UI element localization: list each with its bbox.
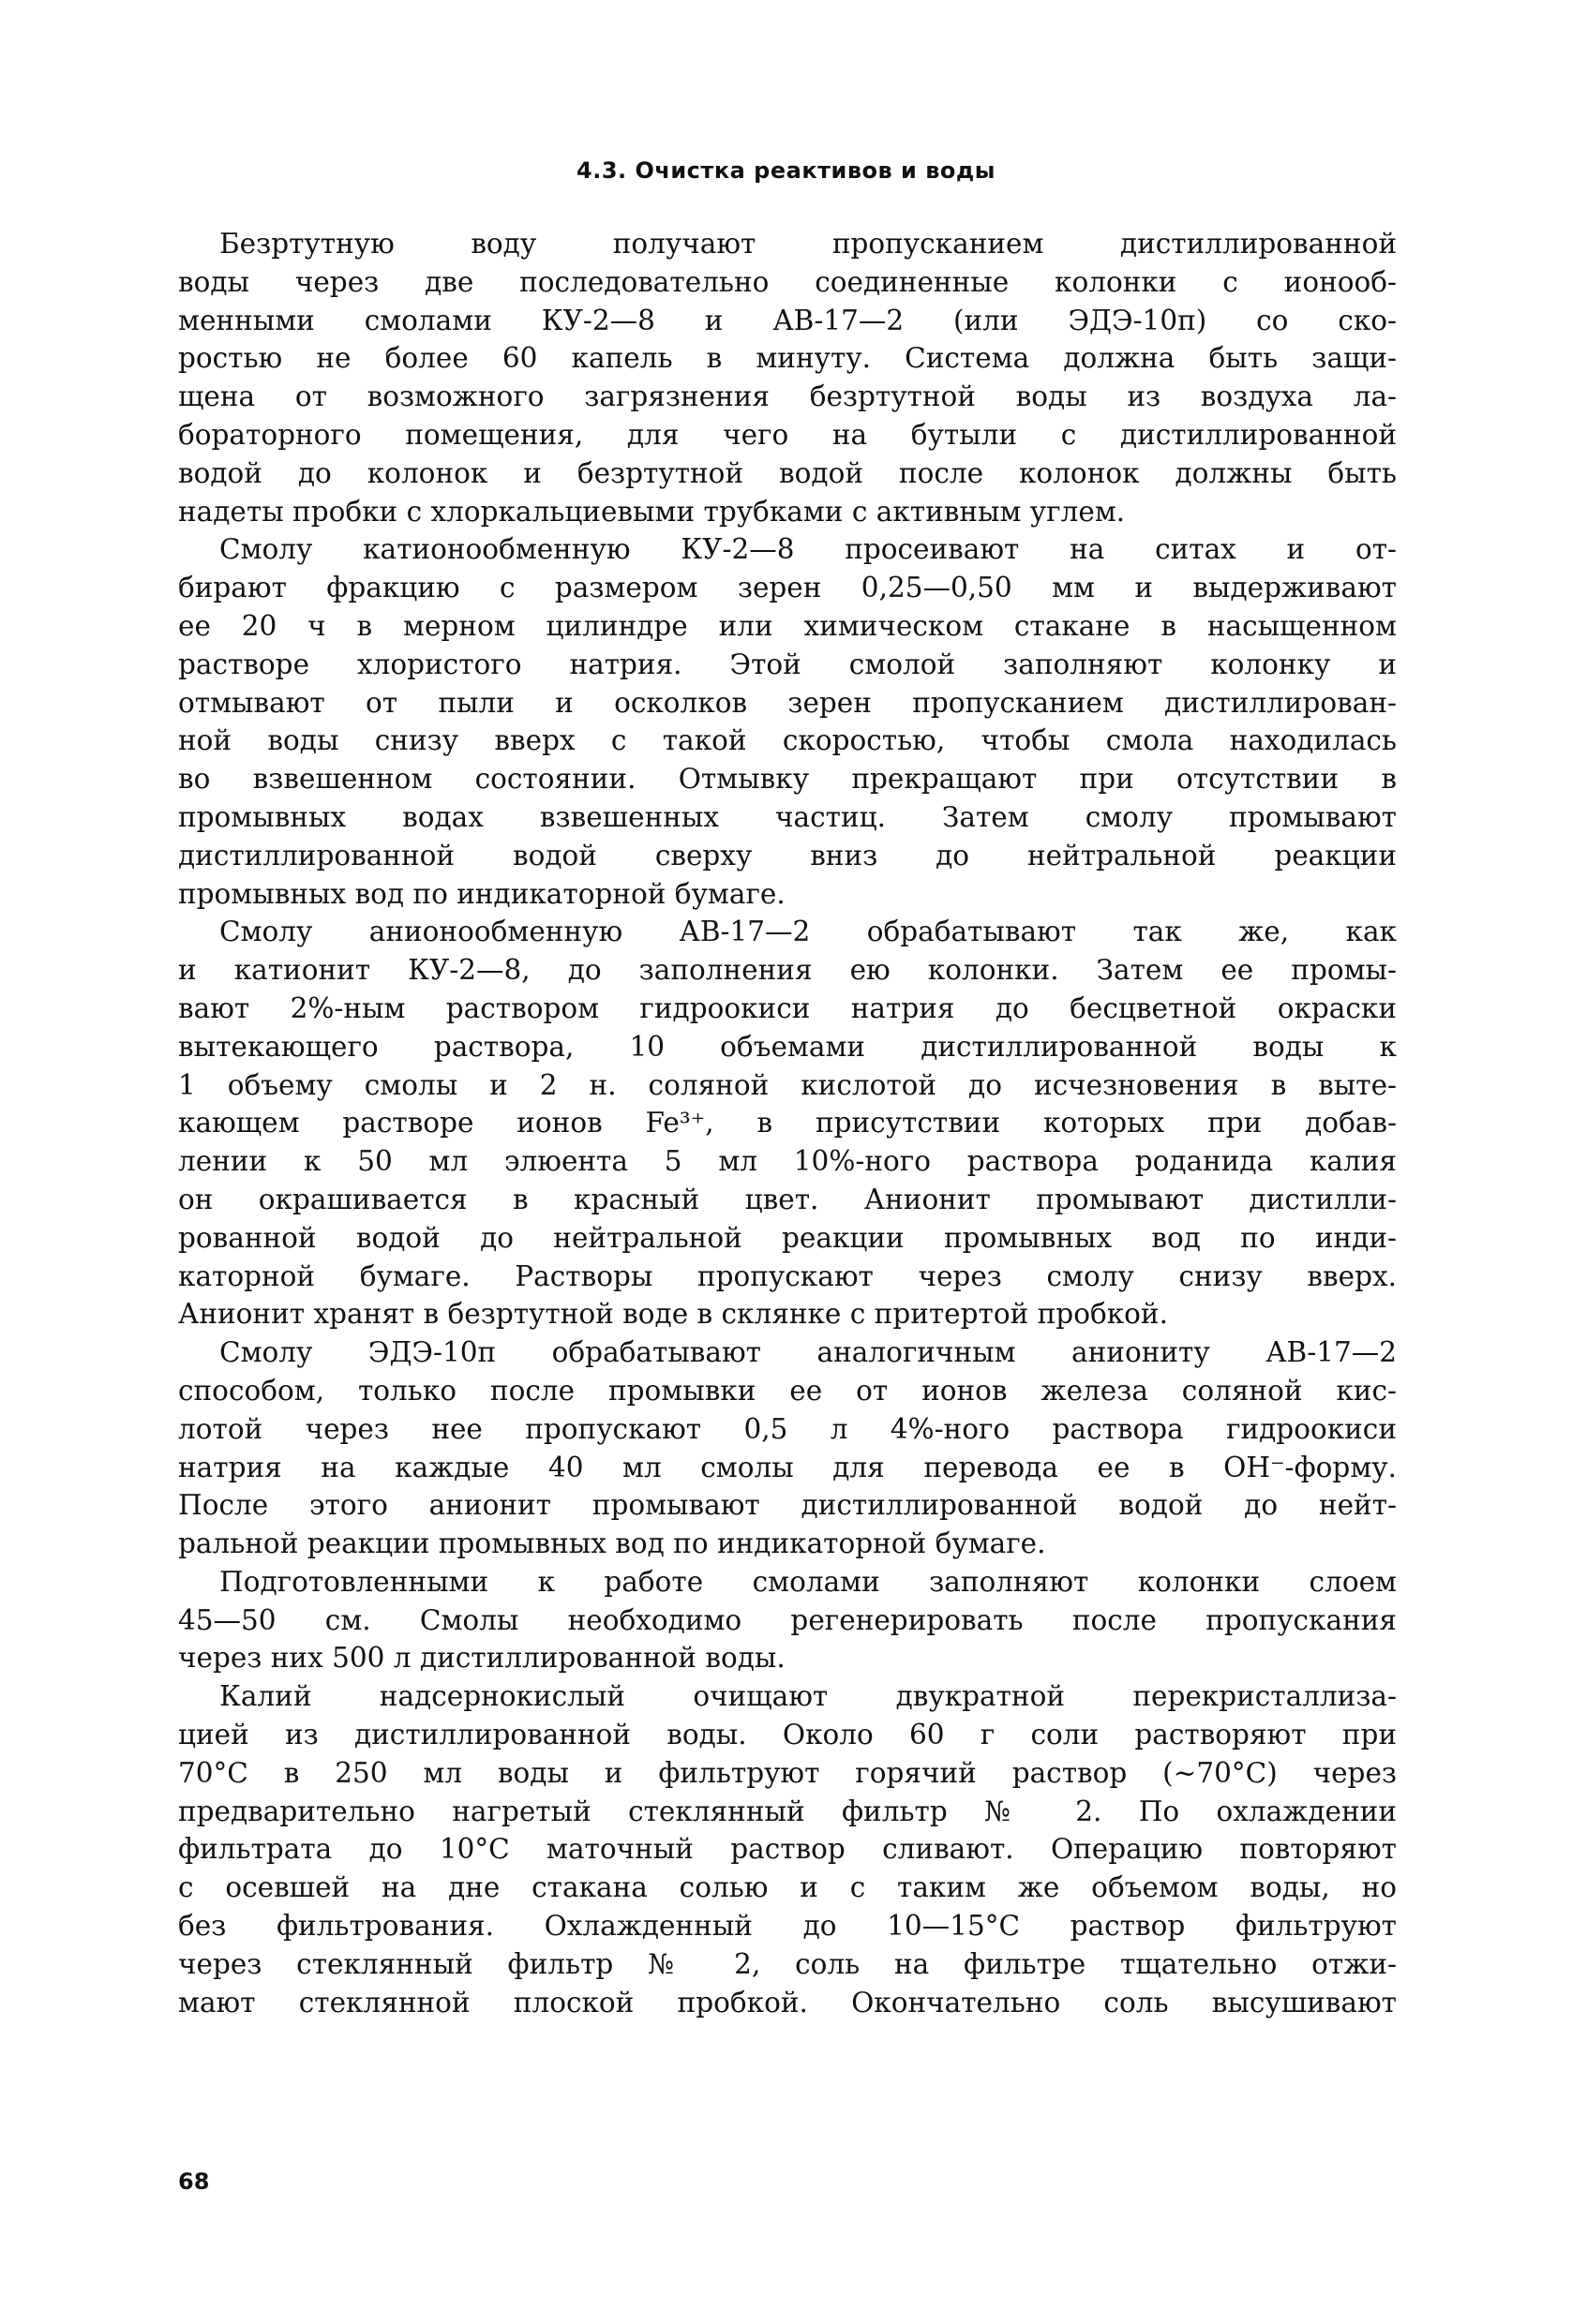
text-line: После этого анионит промывают дистиллированной водой до нейт- <box>178 1489 1397 1522</box>
text-line: цией из дистиллированной воды. Около 60 г соли растворяют при <box>178 1719 1397 1751</box>
text-line: отмывают от пыли и осколков зерен пропусканием дистиллирован- <box>178 686 1397 719</box>
text-line: ее 20 ч в мерном цилиндре или химическом стакане в насыщенном <box>178 609 1397 642</box>
text-line: Калий надсернокислый очищают двукратной перекристаллиза- <box>219 1680 1397 1713</box>
text-line: бораторного помещения, для чего на бутыли с дистиллированной <box>178 418 1397 451</box>
text-line: надеты пробки с хлоркальциевыми трубками с активным углем. <box>178 495 1126 528</box>
text-line: мают стеклянной плоской пробкой. Окончательно соль высушивают <box>178 1986 1397 2019</box>
body-text <box>178 225 1397 2021</box>
text-line: ральной реакции промывных вод по индикаторной бумаге. <box>178 1527 1046 1560</box>
text-line: без фильтрования. Охлажденный до 10—15°С раствор фильтруют <box>178 1910 1397 1943</box>
text-line: лении к 50 мл элюента 5 мл 10%-ного раствора роданида калия <box>178 1145 1397 1178</box>
paragraph-6 <box>178 1677 1397 2021</box>
text-line: с осевшей на дне стакана солью и с таким же объемом воды, но <box>178 1871 1397 1904</box>
text-line: вытекающего раствора, 10 объемами дистиллированной воды к <box>178 1030 1397 1063</box>
text-line: натрия на каждые 40 мл смолы для перевода ее в OH⁻-форму. <box>178 1451 1397 1483</box>
text-line: промывных вод по индикаторной бумаге. <box>178 877 786 910</box>
text-line: ростью не более 60 капель в минуту. Система должна быть защи- <box>178 342 1397 375</box>
paragraph-2 <box>178 530 1397 913</box>
paragraph-1 <box>178 225 1397 530</box>
text-line: способом, только после промывки ее от ионов железа соляной кис- <box>178 1374 1397 1407</box>
text-line: он окрашивается в красный цвет. Анионит промывают дистилли- <box>178 1183 1397 1215</box>
section-heading: 4.3. Очистка реактивов и воды <box>576 157 996 184</box>
text-line: лотой через нее пропускают 0,5 л 4%-ного раствора гидроокиси <box>178 1412 1397 1445</box>
text-line: менными смолами КУ-2—8 и АВ-17—2 (или ЭДЭ-10п) со ско- <box>178 304 1397 336</box>
text-line: щена от возможного загрязнения безртутной воды из воздуха ла- <box>178 380 1397 413</box>
text-line: вают 2%-ным раствором гидроокиси натрия до бесцветной окраски <box>178 991 1397 1024</box>
text-line: каторной бумаге. Растворы пропускают через смолу снизу вверх. <box>178 1259 1397 1292</box>
text-line: через них 500 л дистиллированной воды. <box>178 1642 786 1675</box>
text-line: через стеклянный фильтр № 2, соль на фильтре тщательно отжи- <box>178 1947 1397 1980</box>
text-line: кающем растворе ионов Fe³⁺, в присутствии которых при добав- <box>178 1107 1397 1140</box>
text-line: Смолу анионообменную АВ-17—2 обрабатывают так же, как <box>219 916 1397 948</box>
text-line: Подготовленными к работе смолами заполняют колонки слоем <box>219 1565 1397 1598</box>
text-line: 1 объему смолы и 2 н. соляной кислотой до исчезновения в выте- <box>178 1068 1397 1101</box>
text-line: Смолу катионообменную КУ-2—8 просеивают на ситах и от- <box>219 533 1397 566</box>
text-line: промывных водах взвешенных частиц. Затем смолу промывают <box>178 800 1397 833</box>
paragraph-4 <box>178 1333 1397 1563</box>
paragraph-5 <box>178 1563 1397 1677</box>
text-line: водой до колонок и безртутной водой после колонок должны быть <box>178 456 1397 489</box>
paragraph-3 <box>178 913 1397 1333</box>
text-line: и катионит КУ-2—8, до заполнения ею колонки. Затем ее промы- <box>178 954 1397 987</box>
text-line: 45—50 см. Смолы необходимо регенерировать после пропускания <box>178 1603 1397 1636</box>
text-line: ной воды снизу вверх с такой скоростью, чтобы смола находилась <box>178 724 1397 757</box>
text-line: 70°С в 250 мл воды и фильтруют горячий раствор (~70°С) через <box>178 1756 1397 1789</box>
text-line: фильтрата до 10°С маточный раствор сливают. Операцию повторяют <box>178 1833 1397 1866</box>
text-line: Смолу ЭДЭ-10п обрабатывают аналогичным аниониту АВ-17—2 <box>219 1336 1397 1369</box>
text-line: бирают фракцию с размером зерен 0,25—0,50 мм и выдерживают <box>178 572 1397 604</box>
text-line: во взвешенном состоянии. Отмывку прекращают при отсутствии в <box>178 763 1397 796</box>
text-line: растворе хлористого натрия. Этой смолой заполняют колонку и <box>178 648 1397 680</box>
text-line: Анионит хранят в безртутной воде в склянке с притертой пробкой. <box>178 1298 1168 1331</box>
text-line: рованной водой до нейтральной реакции промывных вод по инди- <box>178 1221 1397 1254</box>
text-line: предварительно нагретый стеклянный фильтр № 2. По охлаждении <box>178 1795 1397 1827</box>
text-line: воды через две последовательно соединенные колонки с ионооб- <box>178 265 1397 298</box>
text-line: Безртутную воду получают пропусканием дистиллированной <box>219 228 1397 260</box>
text-line: дистиллированной водой сверху вниз до нейтральной реакции <box>178 839 1397 872</box>
page-number: 68 <box>178 2168 210 2195</box>
